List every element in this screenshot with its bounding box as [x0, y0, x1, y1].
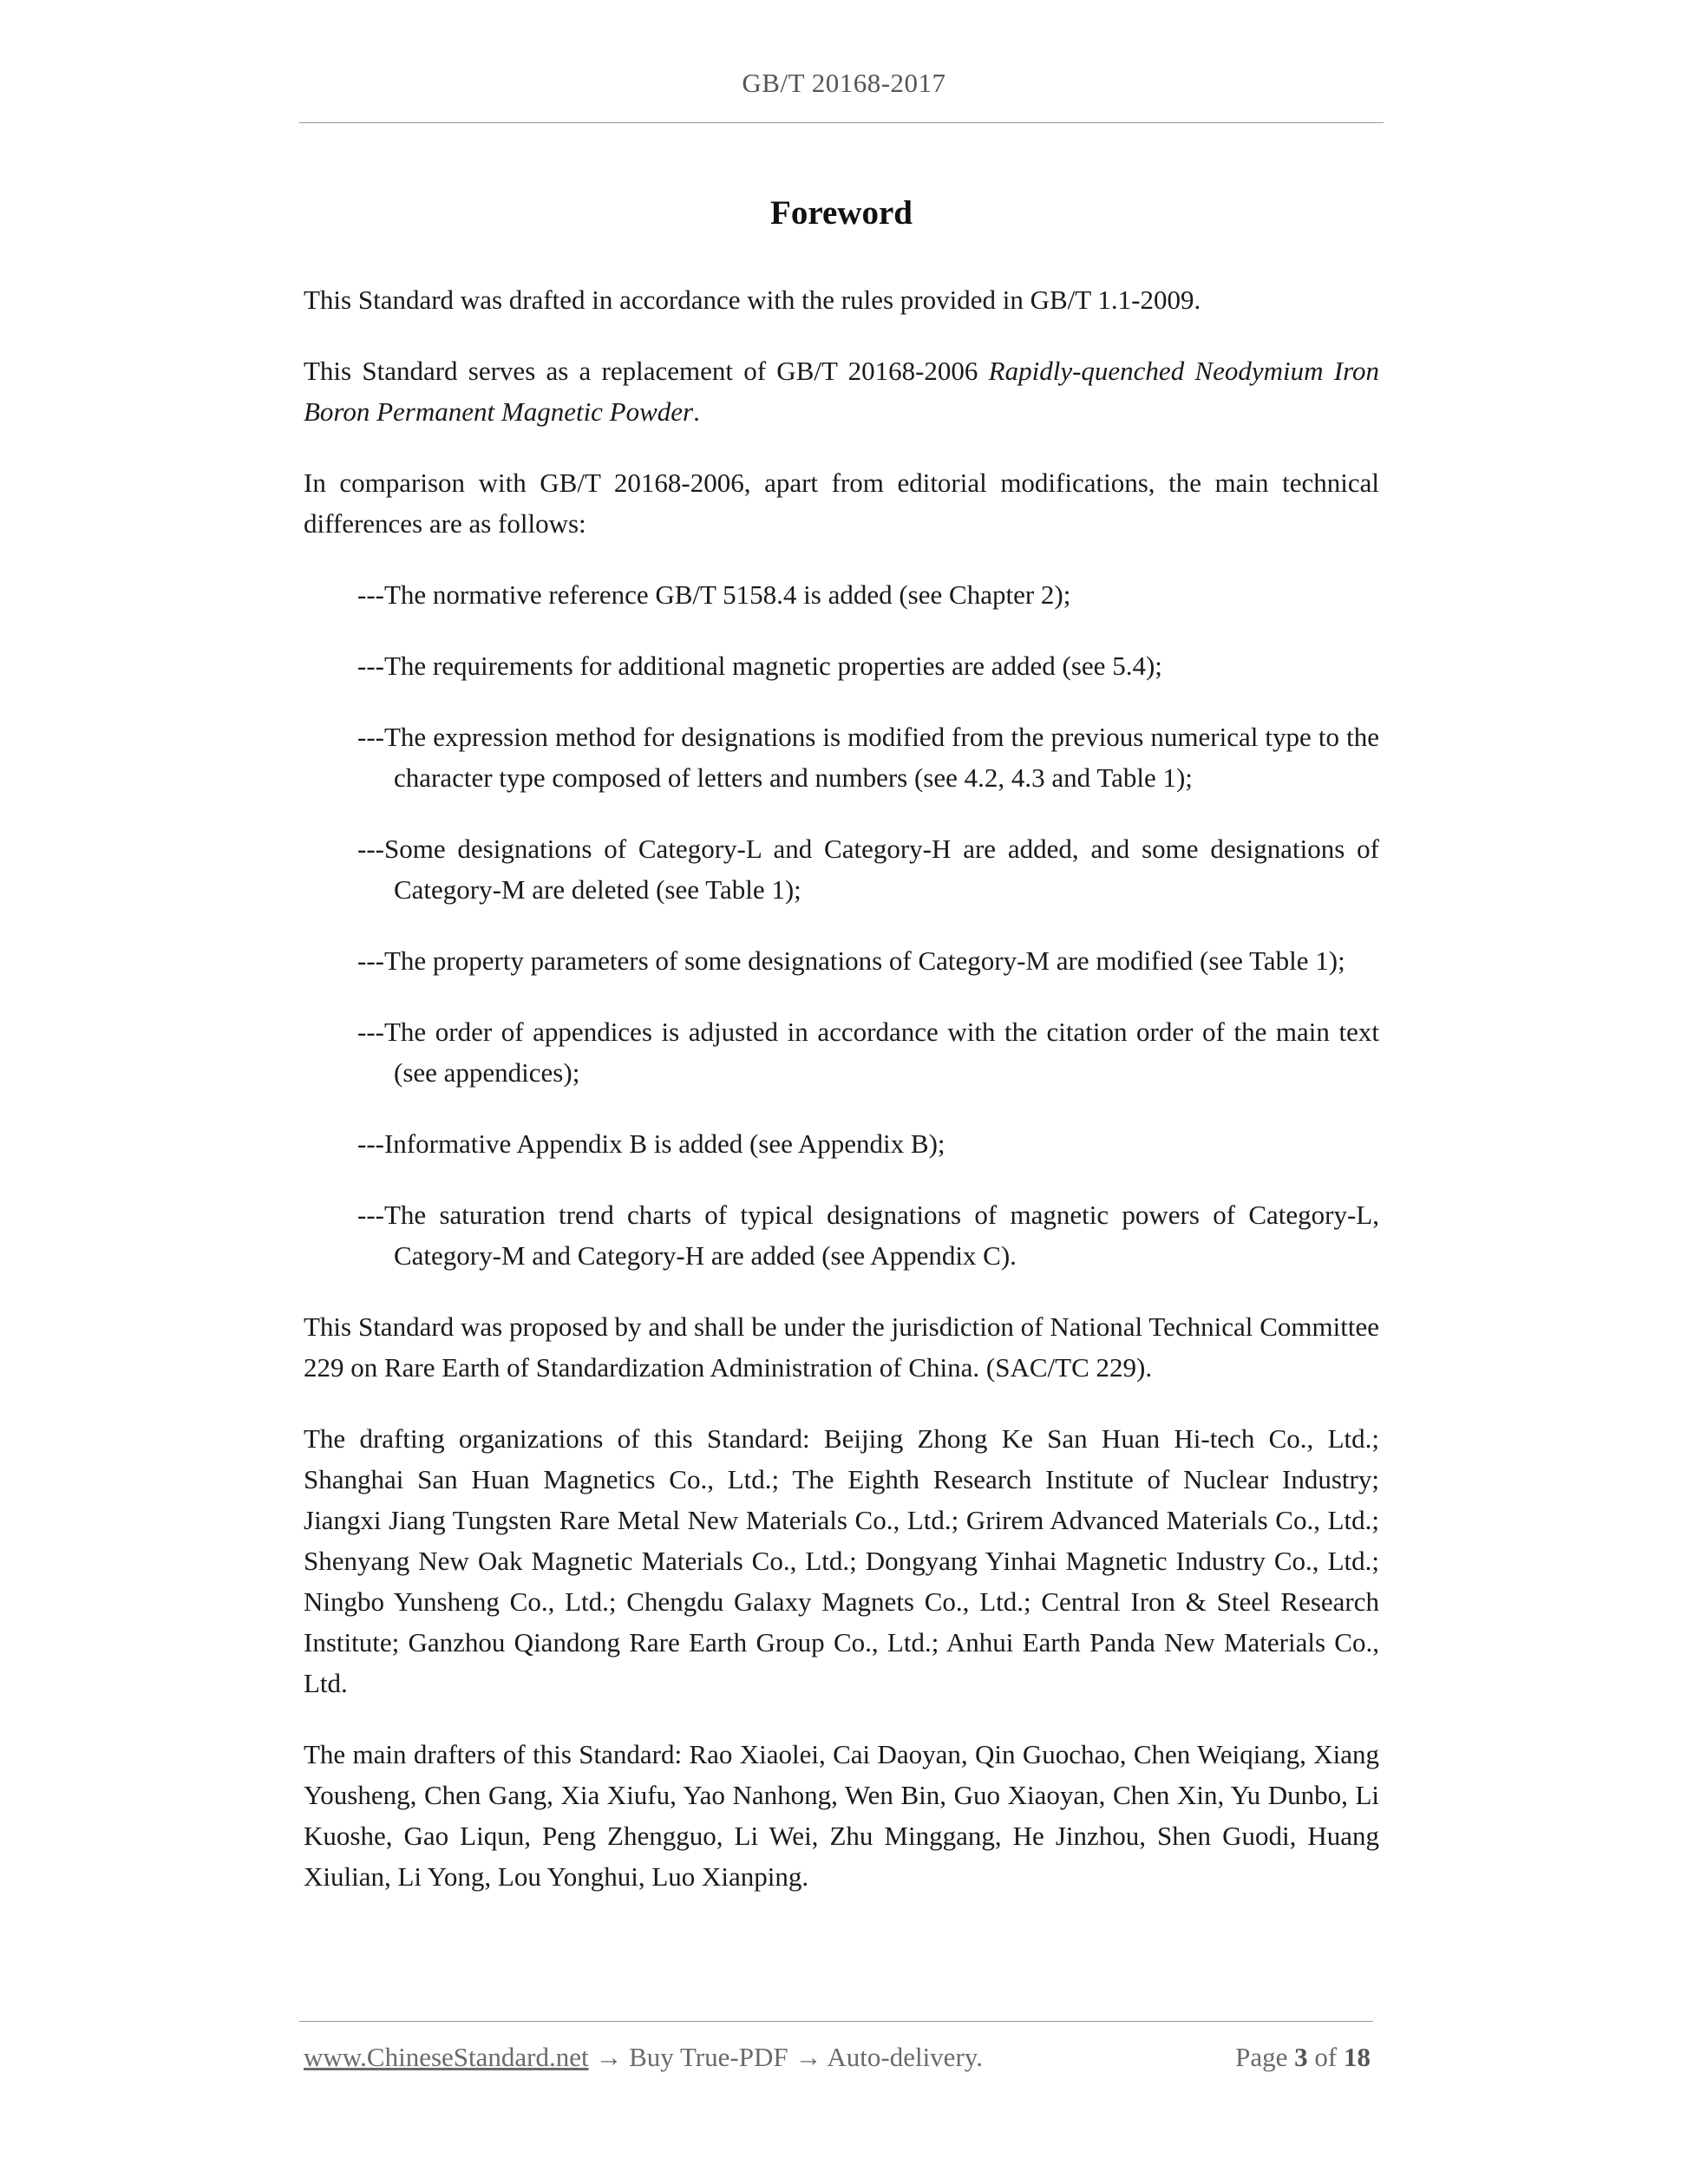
header-divider — [299, 122, 1384, 123]
page-number — [1235, 2038, 1371, 2076]
document-code-header: GB/T 20168-2017 — [742, 68, 946, 98]
total-pages: 18 — [1344, 2042, 1371, 2072]
footer-tagline: → Buy True-PDF → Auto-delivery. — [588, 2042, 983, 2072]
list-item: ---The order of appendices is adjusted in accordance with the citation order of the main text (see appendices); — [357, 1017, 1379, 1088]
page-content — [304, 189, 1379, 1927]
list-item: ---The saturation trend charts of typical designations of magnetic powers of Category-L, Category-M and Category-H are added (see Appendix C). — [357, 1200, 1379, 1271]
current-page: 3 — [1294, 2042, 1308, 2072]
list-item: ---The property parameters of some designations of Category-M are modified (see Table 1); — [357, 945, 1345, 976]
website-link[interactable]: www.ChineseStandard.net — [304, 2042, 589, 2072]
footer-divider — [299, 2021, 1373, 2022]
paragraph-drafting-rules: This Standard was drafted in accordance with the rules provided in GB/T 1.1-2009. — [304, 284, 1201, 315]
page-label: Page — [1235, 2042, 1295, 2072]
page-of: of — [1307, 2042, 1344, 2072]
footer-promo — [304, 2038, 983, 2076]
list-item: ---The requirements for additional magnetic properties are added (see 5.4); — [357, 651, 1162, 681]
list-item: ---Some designations of Category-L and Category-H are added, and some designations of Category-M are deleted (see Table 1); — [357, 834, 1379, 905]
differences-list — [304, 574, 1379, 1276]
list-item: ---The expression method for designations is modified from the previous numerical type to the character type composed of letters and numbers (see 4.2, 4.3 and Table 1); — [357, 722, 1379, 793]
replacement-period: . — [693, 396, 700, 427]
paragraph-jurisdiction: This Standard was proposed by and shall be under the jurisdiction of National Technical Committee 229 on Rare Earth of Standardization Administration of China. (SAC/TC 229). — [304, 1311, 1379, 1383]
replacement-text: This Standard serves as a replacement of GB/T 20168-2006 — [304, 356, 989, 386]
page-title: Foreword — [770, 194, 913, 232]
paragraph-main-drafters: The main drafters of this Standard: Rao Xiaolei, Cai Daoyan, Qin Guochao, Chen Weiqiang, Xiang Yousheng, Chen Gang, Xia Xiufu, Yao Nanhong, Wen Bin, Guo Xiaoyan, Chen Xin, Yu Dunbo, Li Kuoshe, Gao Liqun, Peng Zhengguo, Li Wei, Zhu Minggang, He Jinzhou, Shen Guodi, Huang Xiulian, Li Yong, Lou Yonghui, Luo Xianping. — [304, 1739, 1379, 1892]
paragraph-comparison: In comparison with GB/T 20168-2006, apart from editorial modifications, the main technical differences are as follows: — [304, 468, 1379, 539]
paragraph-replacement — [304, 350, 1379, 432]
replaced-standard-title: Rapidly-quenched Neodymium Iron Boron Permanent Magnetic Powder — [304, 356, 1379, 427]
list-item: ---The normative reference GB/T 5158.4 is added (see Chapter 2); — [357, 579, 1071, 610]
paragraph-drafting-organizations: The drafting organizations of this Standard: Beijing Zhong Ke San Huan Hi-tech Co., Ltd.; Shanghai San Huan Magnetics Co., Ltd.; The Eighth Research Institute of Nuclear Industry; Jiangxi Jiang Tungsten Rare Metal New Materials Co., Ltd.; Grirem Advanced Materials Co., Ltd.; Shenyang New Oak Magnetic Materials Co., Ltd.; Dongyang Yinhai Magnetic Industry Co., Ltd.; Ningbo Yunsheng Co., Ltd.; Chengdu Galaxy Magnets Co., Ltd.; Central Iron & Steel Research Institute; Ganzhou Qiandong Rare Earth Group Co., Ltd.; Anhui Earth Panda New Materials Co., Ltd. — [304, 1423, 1379, 1698]
list-item: ---Informative Appendix B is added (see Appendix B); — [357, 1128, 945, 1159]
